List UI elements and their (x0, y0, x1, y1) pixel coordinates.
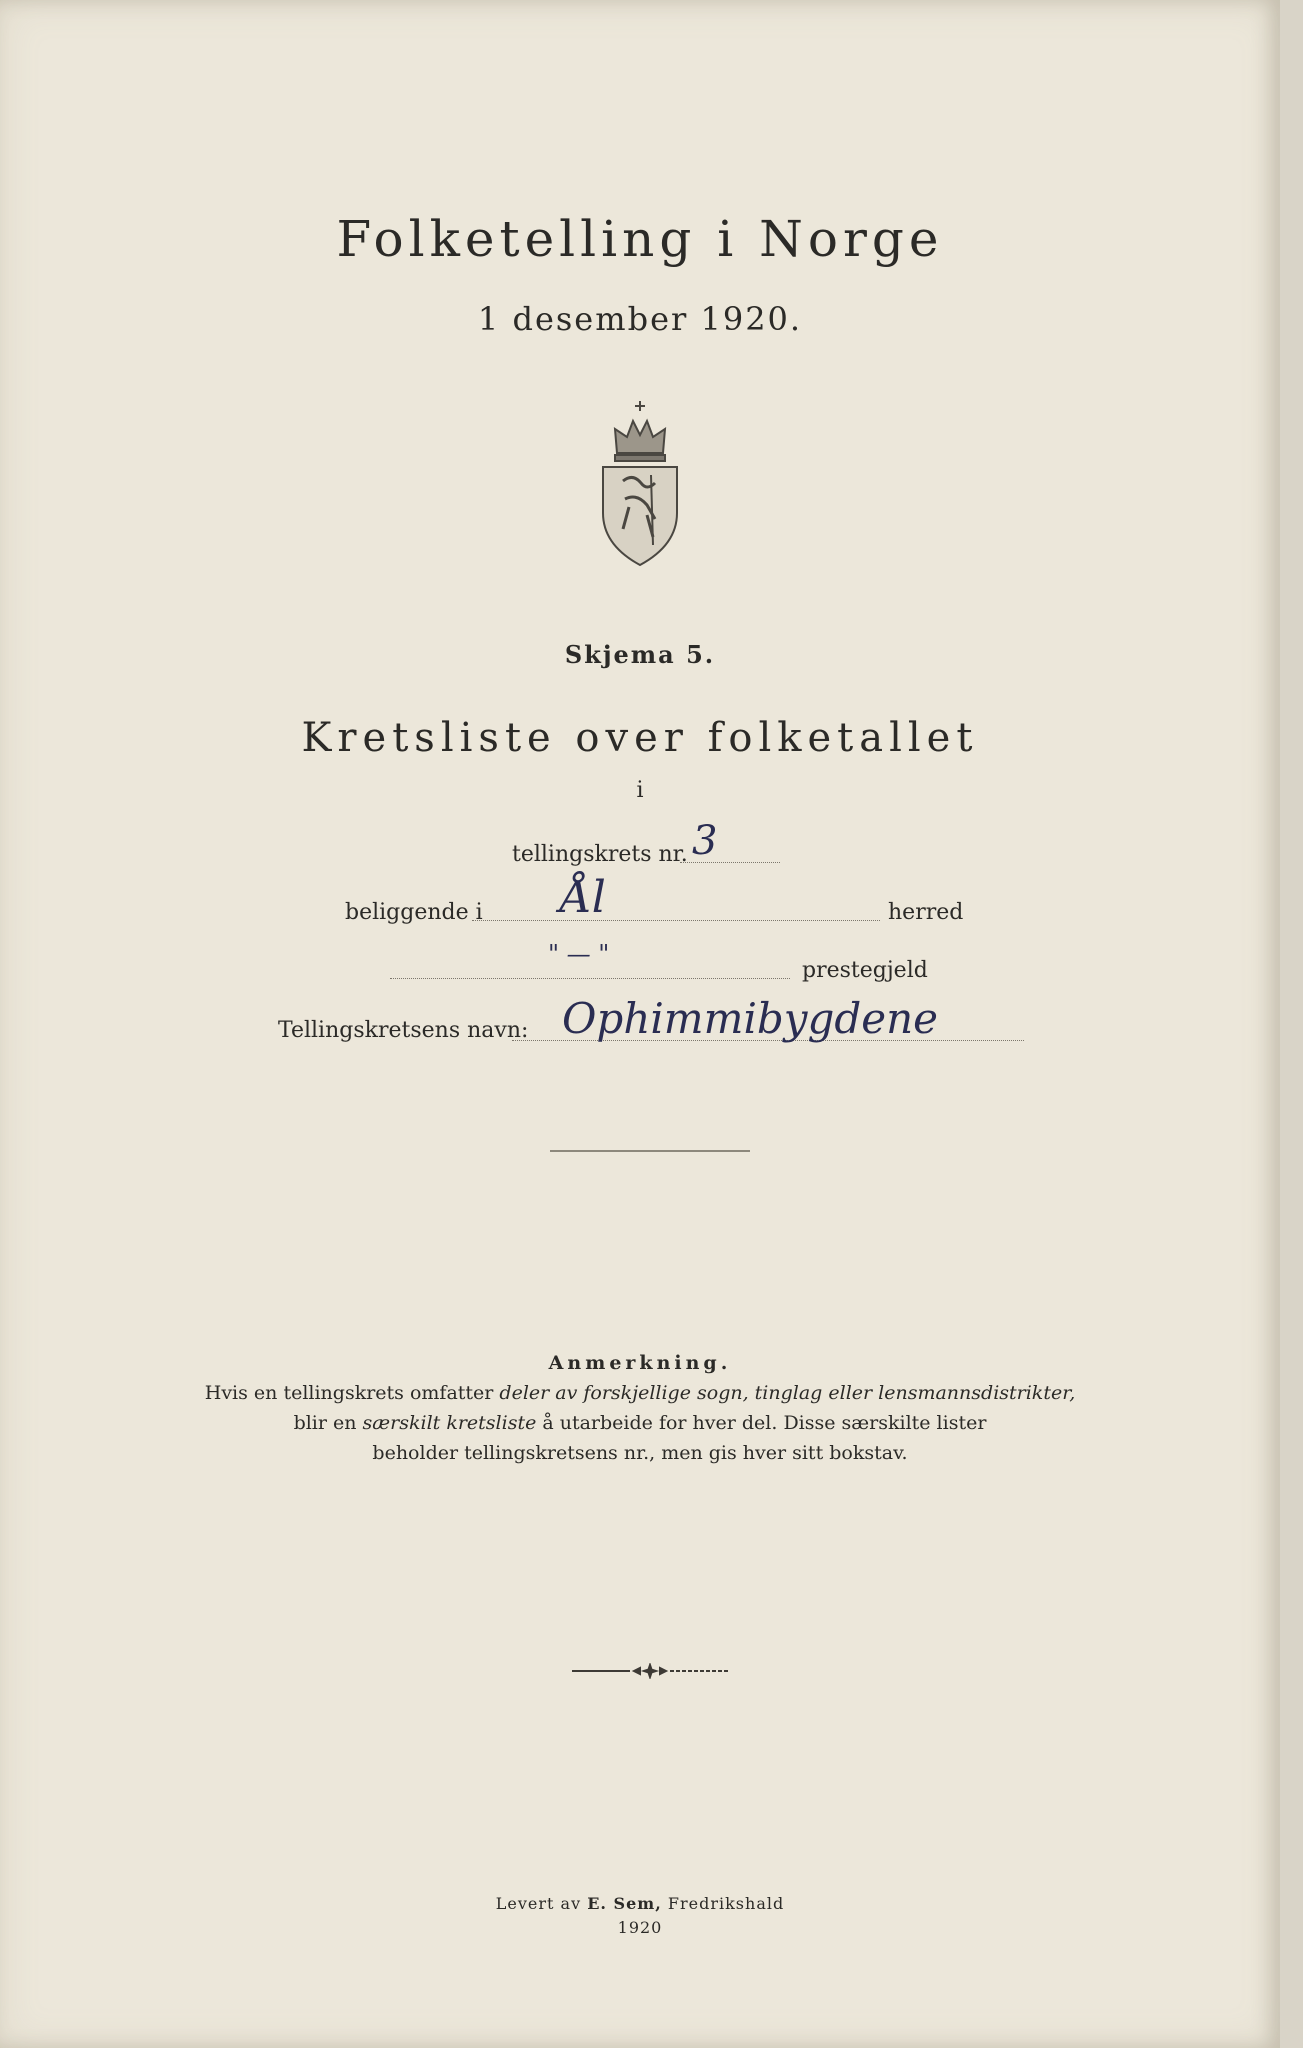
note-line-2-a: blir en (293, 1412, 363, 1434)
schema-number: Skjema 5. (564, 640, 716, 669)
printer-line-c: Fredrikshald (661, 1894, 785, 1913)
printer-line (0, 1892, 1280, 1916)
divider-rule (550, 1150, 750, 1152)
list-heading: Kretsliste over folketallet (301, 715, 979, 761)
krets-label: tellingskrets nr. (512, 842, 688, 867)
prestegjeld-label: prestegjeld (802, 958, 928, 983)
note-line-2-c: å utarbeide for hver del. Disse særskilte lister (536, 1412, 987, 1434)
printer-imprint (0, 1892, 1280, 1940)
note-line-1-b: deler av forskjellige sogn, tinglag eller lensmannsdistrikter, (499, 1382, 1076, 1404)
ornament-divider-icon (570, 1663, 730, 1679)
printer-name: E. Sem, (587, 1894, 662, 1913)
printer-line-a: Levert av (495, 1894, 588, 1913)
navn-value: Ophimmibygdene (562, 994, 939, 1043)
norwegian-coat-of-arms-icon (595, 395, 685, 570)
scan-background-edge (1280, 0, 1303, 2048)
note-line-2 (0, 1408, 1280, 1438)
note-text (0, 1378, 1280, 1468)
form-title: Folketelling i Norge (336, 210, 944, 268)
note-line-2-b: særskilt kretsliste (362, 1412, 537, 1434)
printer-year: 1920 (617, 1918, 663, 1937)
note-line-1 (0, 1378, 1280, 1408)
beliggende-label: beliggende i (345, 900, 483, 925)
note-title: Anmerkning. (548, 1352, 732, 1374)
prestegjeld-value: " — " (548, 940, 610, 968)
prestegjeld-field-line (390, 978, 790, 979)
krets-value: 3 (692, 818, 718, 864)
navn-label: Tellingskretsens navn: (278, 1018, 529, 1043)
preposition-text: i (636, 778, 644, 803)
beliggende-field-line (472, 920, 880, 921)
census-date: 1 desember 1920. (477, 300, 803, 338)
beliggende-value: Ål (560, 872, 606, 923)
note-line-1-a: Hvis en tellingskrets omfatter (204, 1382, 500, 1404)
note-line-3: beholder tellingskretsens nr., men gis hver sitt bokstav. (372, 1442, 908, 1464)
herred-label: herred (888, 900, 964, 925)
